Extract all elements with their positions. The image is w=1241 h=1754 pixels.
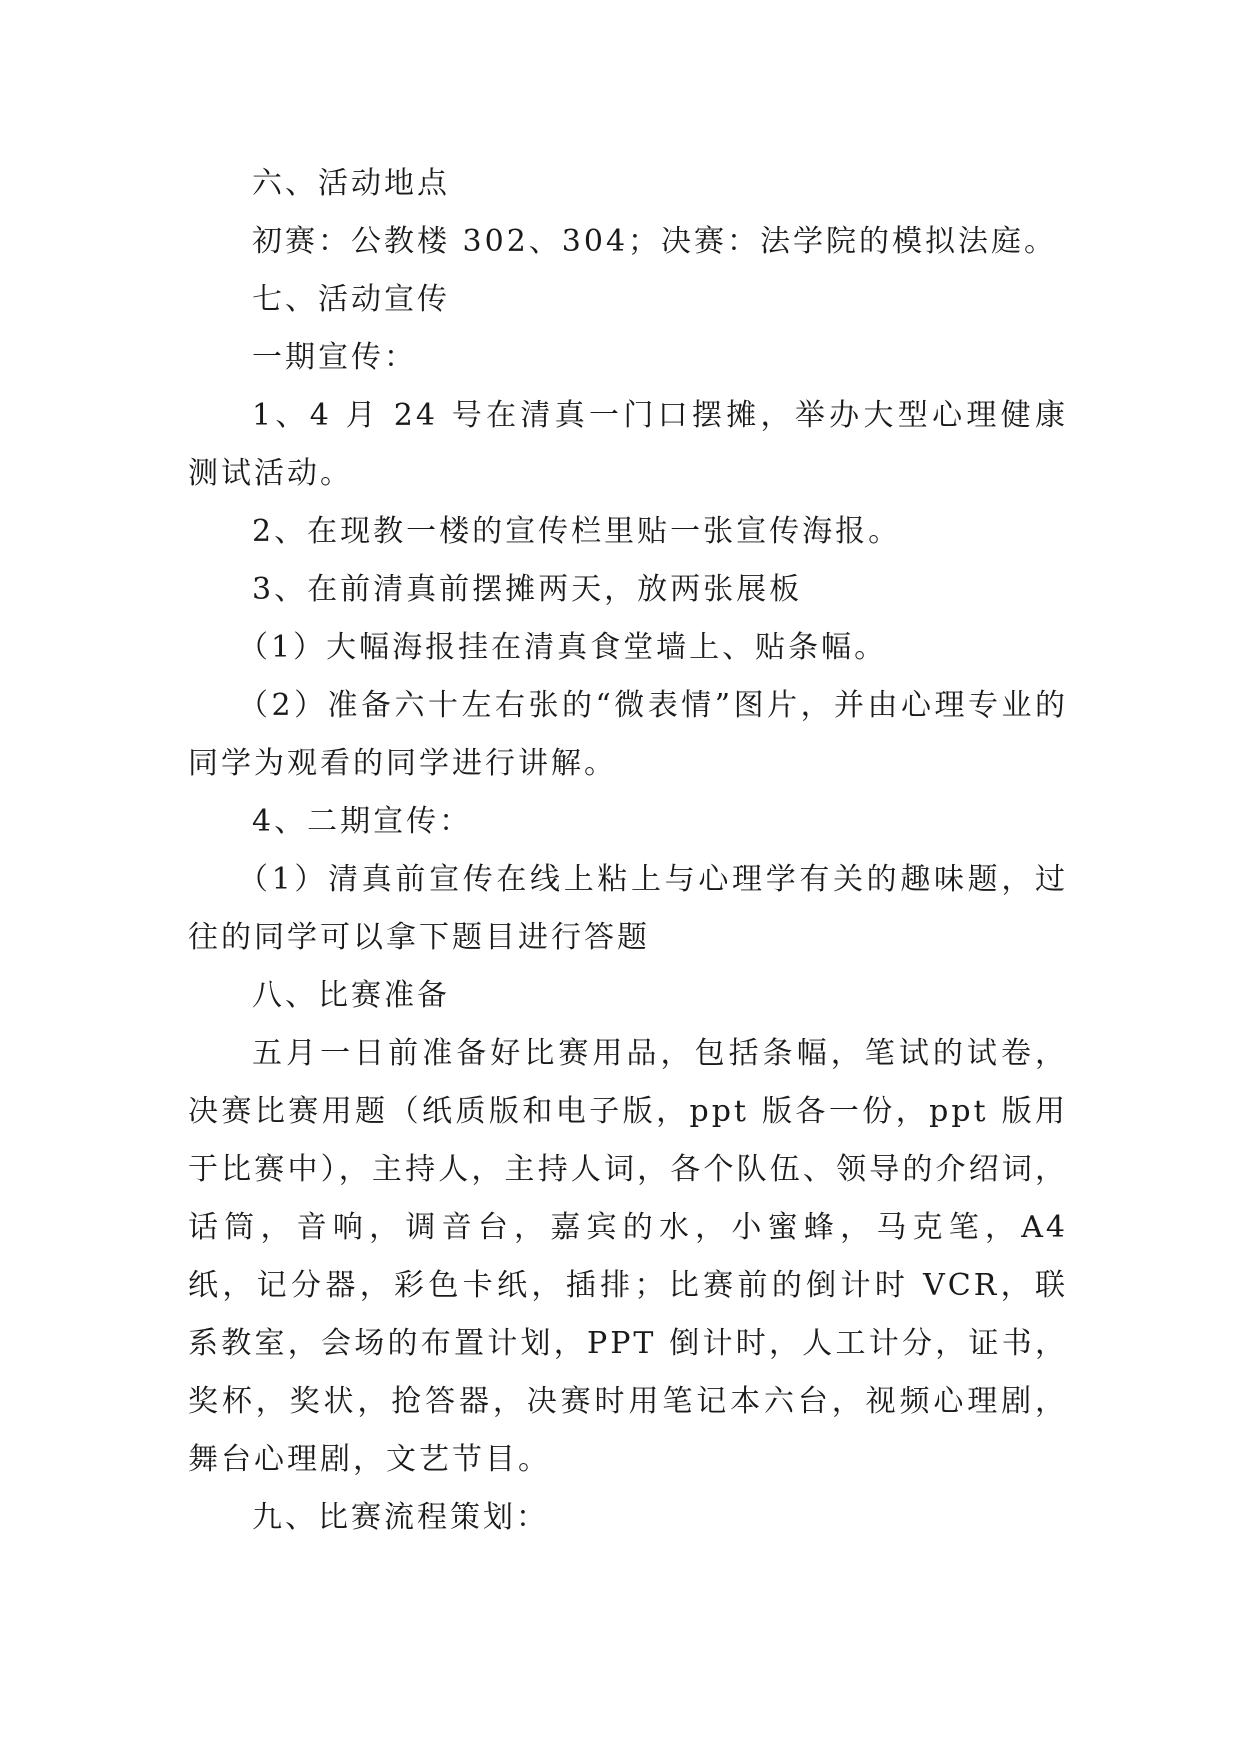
list-item-4: 4、二期宣传：	[252, 804, 473, 839]
list-item-2: 2、在现教一楼的宣传栏里贴一张宣传海报。	[252, 514, 902, 549]
paragraph-venue-details: 初赛：公教楼 302、304；决赛：法学院的模拟法庭。	[252, 224, 1058, 259]
sub-list-item-3-2: （2）准备六十左右张的“微表情”图片，并由心理专业的同学为观看的同学进行讲解。	[188, 688, 1068, 781]
list-item-3: 3、在前清真前摆摊两天，放两张展板	[252, 572, 803, 607]
sub-list-item-4-1: （1）清真前宣传在线上粘上与心理学有关的趣味题，过往的同学可以拿下题目进行答题	[188, 862, 1068, 955]
list-item-1: 1、4 月 24 号在清真一门口摆摊，举办大型心理健康测试活动。	[188, 398, 1068, 491]
paragraph-preparation-details: 五月一日前准备好比赛用品，包括条幅，笔试的试卷，决赛比赛用题（纸质版和电子版，ppt 版各一份，ppt 版用于比赛中），主持人，主持人词，各个队伍、领导的介绍词，话筒，音响，调音台，嘉宾的水，小蜜蜂，马克笔，A4 纸，记分器，彩色卡纸，插排；比赛前的倒计时 VCR，联系教室，会场的布置计划，PPT 倒计时，人工计分，证书，奖杯，奖状，抢答器，决赛时用笔记本六台，视频心理剧，舞台心理剧，文艺节目。	[188, 1036, 1068, 1477]
section-heading-activity-publicity: 七、活动宣传	[252, 282, 450, 317]
document-body	[188, 155, 1068, 1547]
subheading-first-phase-publicity: 一期宣传：	[252, 340, 417, 375]
section-heading-competition-preparation: 八、比赛准备	[252, 978, 450, 1013]
section-heading-competition-process: 九、比赛流程策划：	[252, 1500, 549, 1535]
sub-list-item-3-1: （1）大幅海报挂在清真食堂墙上、贴条幅。	[238, 630, 888, 665]
section-heading-activity-location: 六、活动地点	[252, 166, 450, 201]
